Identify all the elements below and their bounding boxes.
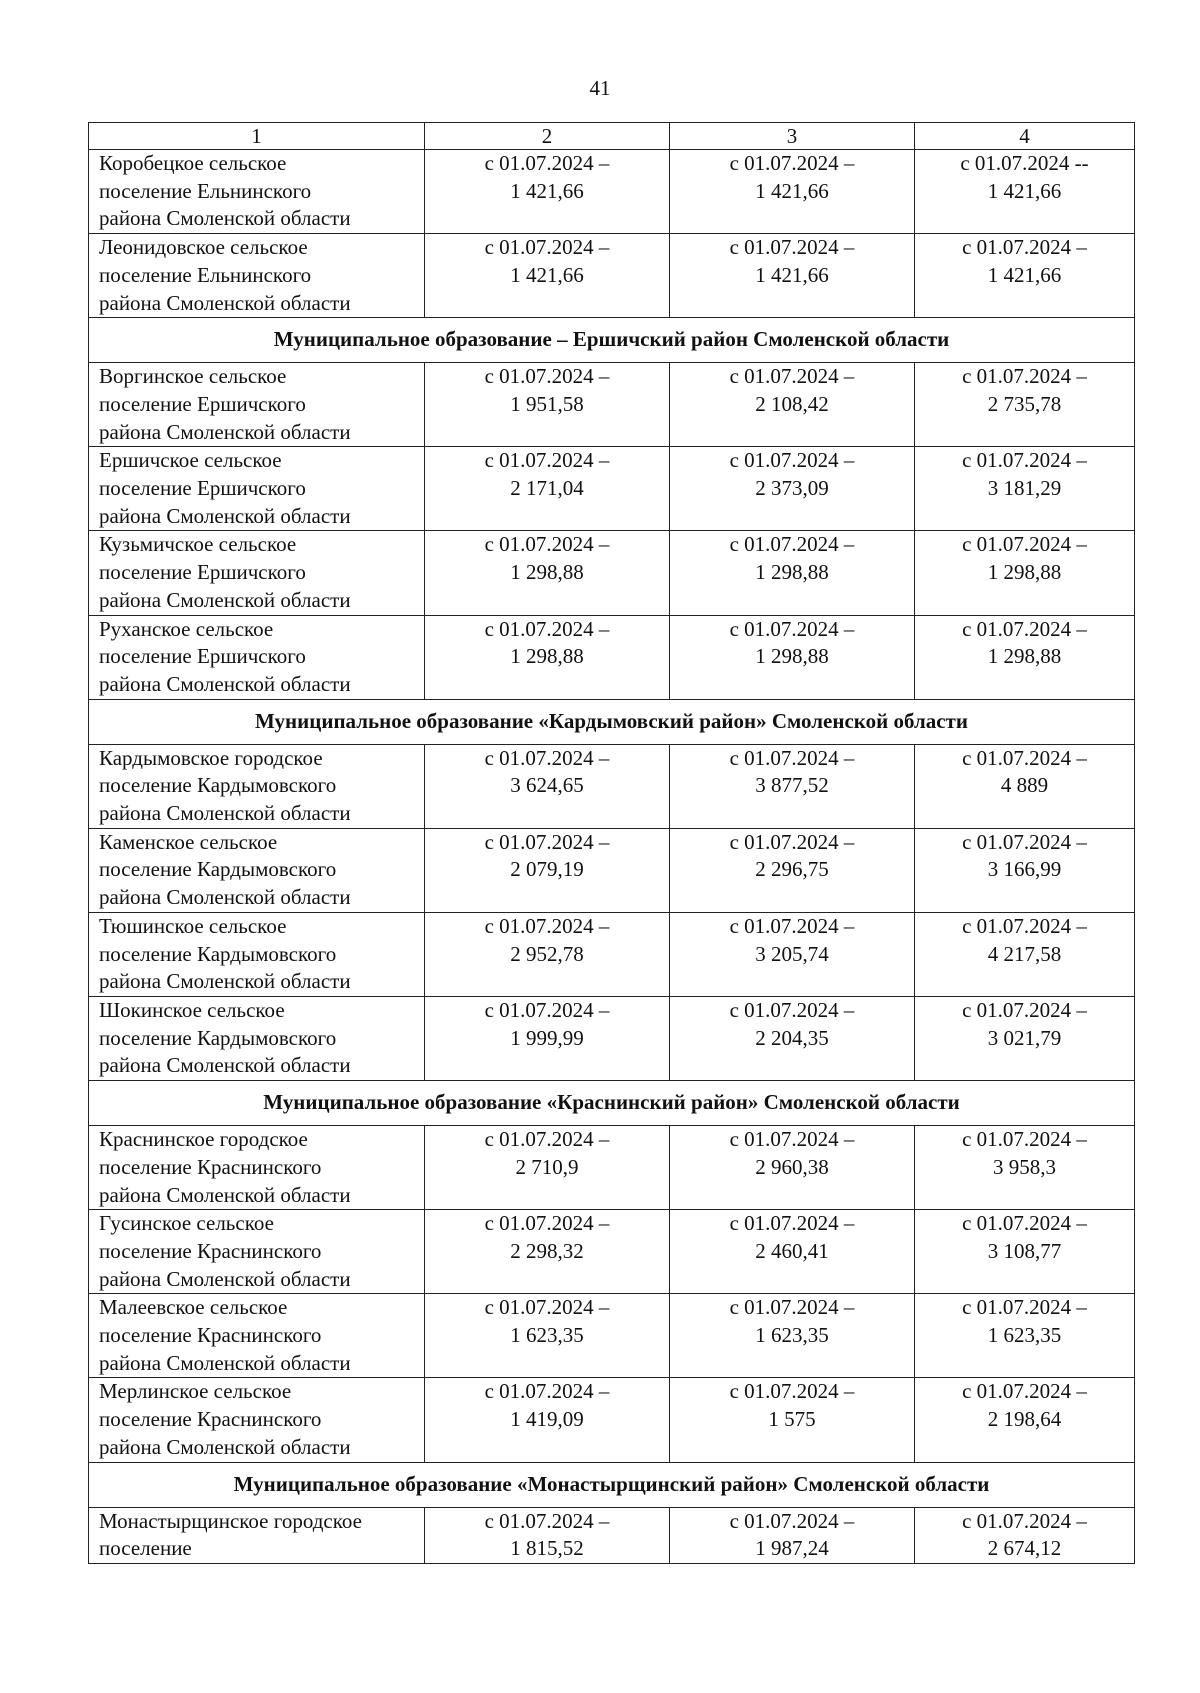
settlement-name-line: района Смоленской области — [99, 1182, 351, 1207]
tariff-table-body — [89, 123, 1135, 1564]
effective-date: с 01.07.2024 – — [962, 448, 1087, 473]
tariff-cell-col-4 — [915, 531, 1135, 615]
effective-date: с 01.07.2024 – — [484, 1379, 610, 1404]
tariff-value: 1 623,35 — [987, 1323, 1062, 1348]
effective-date: с 01.07.2024 – — [729, 1127, 855, 1152]
tariff-value: 2 296,75 — [755, 857, 829, 882]
settlement-name-cell — [89, 1126, 425, 1210]
settlement-name-cell — [89, 150, 425, 234]
effective-date: с 01.07.2024 – — [729, 364, 855, 389]
tariff-cell-col-3 — [670, 150, 915, 234]
tariff-value: 2 460,41 — [755, 1238, 829, 1263]
effective-date: с 01.07.2024 – — [729, 151, 855, 175]
effective-date: с 01.07.2024 – — [962, 364, 1087, 389]
tariff-cell-col-3 — [670, 1126, 915, 1210]
tariff-cell-col-3 — [670, 744, 915, 828]
tariff-value: 2 079,19 — [510, 857, 584, 882]
settlement-row — [89, 912, 1135, 996]
effective-date: с 01.07.2024 – — [729, 532, 855, 557]
settlement-name-line: района Смоленской области — [99, 969, 351, 994]
tariff-cell-col-2 — [425, 615, 670, 699]
settlement-name-line: района Смоленской области — [99, 801, 351, 826]
tariff-value: 3 108,77 — [987, 1238, 1062, 1263]
settlement-row — [89, 1507, 1135, 1563]
effective-date: с 01.07.2024 – — [962, 745, 1087, 770]
effective-date: с 01.07.2024 – — [484, 532, 610, 557]
tariff-cell-col-2 — [425, 744, 670, 828]
tariff-cell-col-3 — [670, 1210, 915, 1294]
tariff-cell-col-2 — [425, 234, 670, 318]
section-title: Муниципальное образование «Краснинский район» Смоленской области — [89, 1081, 1135, 1126]
tariff-cell-col-4 — [915, 1210, 1135, 1294]
settlement-name-line: района Смоленской области — [99, 671, 351, 696]
effective-date: с 01.07.2024 – — [729, 1211, 855, 1236]
section-header-row — [89, 318, 1135, 363]
settlement-name-line: поселение Кардымовского — [99, 857, 337, 882]
tariff-cell-col-2 — [425, 996, 670, 1080]
tariff-cell-col-4 — [915, 828, 1135, 912]
settlement-row — [89, 150, 1135, 234]
settlement-name-line: Монастырщинское городское — [99, 1508, 362, 1533]
settlement-name-line: Малеевское сельское — [99, 1295, 288, 1320]
tariff-value: 1 421,66 — [987, 262, 1062, 287]
effective-date: с 01.07.2024 – — [962, 1295, 1087, 1320]
tariff-cell-col-3 — [670, 996, 915, 1080]
settlement-name-line: района Смоленской области — [99, 290, 351, 315]
settlement-row — [89, 234, 1135, 318]
effective-date: с 01.07.2024 – — [729, 745, 855, 770]
column-number-2: 2 — [425, 123, 670, 150]
settlement-name-line: поселение Кардымовского — [99, 941, 337, 966]
tariff-cell-col-2 — [425, 1507, 670, 1563]
tariff-value: 1 421,66 — [755, 178, 829, 203]
tariff-cell-col-4 — [915, 363, 1135, 447]
settlement-name-line: Кузьмичское сельское — [99, 532, 297, 557]
tariff-value: 1 298,88 — [987, 644, 1062, 669]
settlement-row — [89, 531, 1135, 615]
settlement-name-cell — [89, 531, 425, 615]
settlement-name-line: Ершичское сельское — [99, 448, 282, 473]
effective-date: с 01.07.2024 – — [484, 364, 610, 389]
settlement-name-line: Гусинское сельское — [99, 1211, 274, 1236]
tariff-value: 1 623,35 — [755, 1323, 829, 1348]
tariff-value: 2 373,09 — [755, 476, 829, 501]
column-number-3: 3 — [670, 123, 915, 150]
tariff-cell-col-3 — [670, 912, 915, 996]
settlement-name-line: поселение Краснинского — [99, 1154, 322, 1179]
effective-date: с 01.07.2024 – — [962, 235, 1087, 260]
settlement-name-line: Леонидовское сельское — [99, 235, 308, 260]
tariff-value: 1 298,88 — [987, 560, 1062, 585]
settlement-name-cell — [89, 1507, 425, 1563]
settlement-name-line: района Смоленской области — [99, 1434, 351, 1459]
column-number-header — [89, 123, 1135, 150]
settlement-name-line: Руханское сельское — [99, 616, 274, 641]
tariff-cell-col-3 — [670, 1507, 915, 1563]
effective-date: с 01.07.2024 -- — [960, 151, 1089, 175]
tariff-cell-col-3 — [670, 1294, 915, 1378]
effective-date: с 01.07.2024 – — [962, 532, 1087, 557]
tariff-value: 2 108,42 — [755, 391, 829, 416]
settlement-name-cell — [89, 363, 425, 447]
tariff-value: 3 624,65 — [510, 773, 584, 798]
tariff-cell-col-4 — [915, 1507, 1135, 1563]
settlement-name-line: поселение Ершичского — [99, 476, 306, 501]
settlement-name-line: поселение Ельнинского — [99, 178, 312, 203]
settlement-row — [89, 996, 1135, 1080]
settlement-name-cell — [89, 447, 425, 531]
tariff-value: 3 205,74 — [755, 941, 829, 966]
tariff-value: 3 021,79 — [987, 1025, 1062, 1050]
settlement-row — [89, 1210, 1135, 1294]
settlement-row — [89, 1378, 1135, 1462]
settlement-name-line: Шокинское сельское — [99, 997, 285, 1022]
settlement-name-line: района Смоленской области — [99, 503, 351, 528]
tariff-cell-col-3 — [670, 615, 915, 699]
tariff-value: 1 298,88 — [755, 644, 829, 669]
tariff-cell-col-2 — [425, 1210, 670, 1294]
effective-date: с 01.07.2024 – — [484, 1211, 610, 1236]
tariff-cell-col-2 — [425, 1126, 670, 1210]
effective-date: с 01.07.2024 – — [962, 1379, 1087, 1404]
tariff-cell-col-2 — [425, 531, 670, 615]
effective-date: с 01.07.2024 – — [484, 151, 610, 175]
tariff-value: 1 815,52 — [510, 1536, 584, 1561]
effective-date: с 01.07.2024 – — [484, 745, 610, 770]
tariff-value: 1 421,66 — [510, 178, 584, 203]
tariff-cell-col-4 — [915, 150, 1135, 234]
tariff-cell-col-2 — [425, 363, 670, 447]
effective-date: с 01.07.2024 – — [729, 913, 855, 938]
settlement-name-cell — [89, 744, 425, 828]
settlement-row — [89, 744, 1135, 828]
tariff-cell-col-3 — [670, 531, 915, 615]
settlement-name-line: района Смоленской области — [99, 206, 351, 231]
tariff-cell-col-4 — [915, 615, 1135, 699]
settlement-name-line: Коробецкое сельское — [99, 151, 287, 175]
settlement-name-line: Кардымовское городское — [99, 745, 323, 770]
effective-date: с 01.07.2024 – — [484, 1295, 610, 1320]
settlement-name-line: поселение Краснинского — [99, 1323, 322, 1348]
tariff-value: 1 623,35 — [510, 1323, 584, 1348]
tariff-cell-col-2 — [425, 912, 670, 996]
settlement-name-line: поселение Кардымовского — [99, 773, 337, 798]
effective-date: с 01.07.2024 – — [484, 997, 610, 1022]
effective-date: с 01.07.2024 – — [729, 1379, 855, 1404]
tariff-value: 1 419,09 — [510, 1407, 584, 1432]
settlement-name-line: поселение Кардымовского — [99, 1025, 337, 1050]
tariff-cell-col-2 — [425, 1378, 670, 1462]
settlement-name-line: поселение Краснинского — [99, 1238, 322, 1263]
tariff-value: 4 217,58 — [987, 941, 1062, 966]
tariff-value: 2 674,12 — [987, 1536, 1062, 1561]
effective-date: с 01.07.2024 – — [729, 1295, 855, 1320]
effective-date: с 01.07.2024 – — [729, 829, 855, 854]
tariff-value: 1 421,66 — [755, 262, 829, 287]
tariff-value: 1 421,66 — [987, 178, 1062, 203]
tariff-cell-col-4 — [915, 447, 1135, 531]
effective-date: с 01.07.2024 – — [484, 913, 610, 938]
tariff-cell-col-4 — [915, 1378, 1135, 1462]
section-title: Муниципальное образование «Монастырщинский район» Смоленской области — [89, 1462, 1135, 1507]
effective-date: с 01.07.2024 – — [484, 1127, 610, 1152]
effective-date: с 01.07.2024 – — [484, 1508, 610, 1533]
settlement-name-line: поселение Ершичского — [99, 391, 306, 416]
settlement-row — [89, 1294, 1135, 1378]
tariff-value: 1 575 — [768, 1407, 816, 1432]
effective-date: с 01.07.2024 – — [729, 448, 855, 473]
settlement-row — [89, 363, 1135, 447]
settlement-name-cell — [89, 996, 425, 1080]
settlement-name-line: поселение Ершичского — [99, 644, 306, 669]
tariff-value: 2 960,38 — [755, 1154, 829, 1179]
effective-date: с 01.07.2024 – — [962, 997, 1087, 1022]
section-title: Муниципальное образование «Кардымовский район» Смоленской области — [89, 699, 1135, 744]
page-number: 41 — [589, 76, 611, 100]
tariff-value: 1 298,88 — [755, 560, 829, 585]
tariff-cell-col-2 — [425, 1294, 670, 1378]
settlement-name-line: Краснинское городское — [99, 1127, 308, 1152]
settlement-name-line: района Смоленской области — [99, 1053, 351, 1078]
tariff-value: 2 204,35 — [755, 1025, 829, 1050]
tariff-value: 2 198,64 — [987, 1407, 1062, 1432]
settlement-row — [89, 615, 1135, 699]
tariff-value: 1 421,66 — [510, 262, 584, 287]
effective-date: с 01.07.2024 – — [729, 1508, 855, 1533]
section-header-row — [89, 699, 1135, 744]
settlement-name-line: Мерлинское сельское — [99, 1379, 292, 1404]
tariff-cell-col-3 — [670, 234, 915, 318]
section-title: Муниципальное образование – Ершичский район Смоленской области — [89, 318, 1135, 363]
settlement-name-cell — [89, 912, 425, 996]
tariff-value: 1 298,88 — [510, 644, 584, 669]
effective-date: с 01.07.2024 – — [729, 616, 855, 641]
tariff-cell-col-4 — [915, 912, 1135, 996]
tariff-cell-col-2 — [425, 150, 670, 234]
tariff-cell-col-2 — [425, 828, 670, 912]
tariff-cell-col-2 — [425, 447, 670, 531]
effective-date: с 01.07.2024 – — [729, 235, 855, 260]
tariff-cell-col-3 — [670, 828, 915, 912]
tariff-cell-col-4 — [915, 234, 1135, 318]
settlement-name-line: поселение Ельнинского — [99, 262, 312, 287]
tariff-cell-col-4 — [915, 744, 1135, 828]
settlement-name-line: района Смоленской области — [99, 1350, 351, 1375]
settlement-name-line: поселение — [99, 1536, 192, 1561]
settlement-name-cell — [89, 234, 425, 318]
tariff-value: 2 952,78 — [510, 941, 584, 966]
settlement-name-line: поселение Краснинского — [99, 1407, 322, 1432]
tariff-value: 2 710,9 — [515, 1154, 579, 1179]
settlement-row — [89, 1126, 1135, 1210]
effective-date: с 01.07.2024 – — [962, 1211, 1087, 1236]
tariff-value: 3 958,3 — [993, 1154, 1056, 1179]
effective-date: с 01.07.2024 – — [484, 829, 610, 854]
effective-date: с 01.07.2024 – — [484, 235, 610, 260]
settlement-name-cell — [89, 828, 425, 912]
settlement-row — [89, 828, 1135, 912]
settlement-name-cell — [89, 1378, 425, 1462]
tariff-value: 1 951,58 — [510, 391, 584, 416]
tariff-cell-col-4 — [915, 1126, 1135, 1210]
effective-date: с 01.07.2024 – — [729, 997, 855, 1022]
settlement-name-line: Каменское сельское — [99, 829, 278, 854]
tariff-value: 3 181,29 — [987, 476, 1062, 501]
settlement-name-line: поселение Ершичского — [99, 560, 306, 585]
tariff-cell-col-3 — [670, 447, 915, 531]
tariff-cell-col-3 — [670, 1378, 915, 1462]
settlement-name-line: Воргинское сельское — [99, 364, 287, 389]
settlement-name-line: района Смоленской области — [99, 587, 351, 612]
settlement-name-line: района Смоленской области — [99, 885, 351, 910]
tariff-value: 1 999,99 — [510, 1025, 584, 1050]
tariff-value: 2 735,78 — [987, 391, 1062, 416]
tariff-value: 2 171,04 — [510, 476, 584, 501]
tariff-value: 1 298,88 — [510, 560, 584, 585]
effective-date: с 01.07.2024 – — [962, 913, 1087, 938]
tariff-value: 4 889 — [1000, 773, 1049, 798]
settlement-row — [89, 447, 1135, 531]
tariff-cell-col-4 — [915, 996, 1135, 1080]
effective-date: с 01.07.2024 – — [962, 829, 1087, 854]
settlement-name-line: района Смоленской области — [99, 1266, 351, 1291]
effective-date: с 01.07.2024 – — [484, 448, 610, 473]
settlement-name-cell — [89, 1210, 425, 1294]
effective-date: с 01.07.2024 – — [962, 616, 1087, 641]
section-header-row — [89, 1462, 1135, 1507]
tariff-table — [88, 122, 1135, 1564]
settlement-name-line: района Смоленской области — [99, 419, 351, 444]
tariff-value: 3 166,99 — [987, 857, 1062, 882]
column-number-4: 4 — [915, 123, 1135, 150]
column-number-1: 1 — [89, 123, 425, 150]
effective-date: с 01.07.2024 – — [484, 616, 610, 641]
settlement-name-cell — [89, 615, 425, 699]
settlement-name-line: Тюшинское сельское — [99, 913, 287, 938]
effective-date: с 01.07.2024 – — [962, 1508, 1087, 1533]
section-header-row — [89, 1081, 1135, 1126]
tariff-cell-col-4 — [915, 1294, 1135, 1378]
tariff-value: 3 877,52 — [755, 773, 829, 798]
tariff-cell-col-3 — [670, 363, 915, 447]
tariff-value: 1 987,24 — [755, 1536, 829, 1561]
settlement-name-cell — [89, 1294, 425, 1378]
tariff-value: 2 298,32 — [510, 1238, 584, 1263]
effective-date: с 01.07.2024 – — [962, 1127, 1087, 1152]
